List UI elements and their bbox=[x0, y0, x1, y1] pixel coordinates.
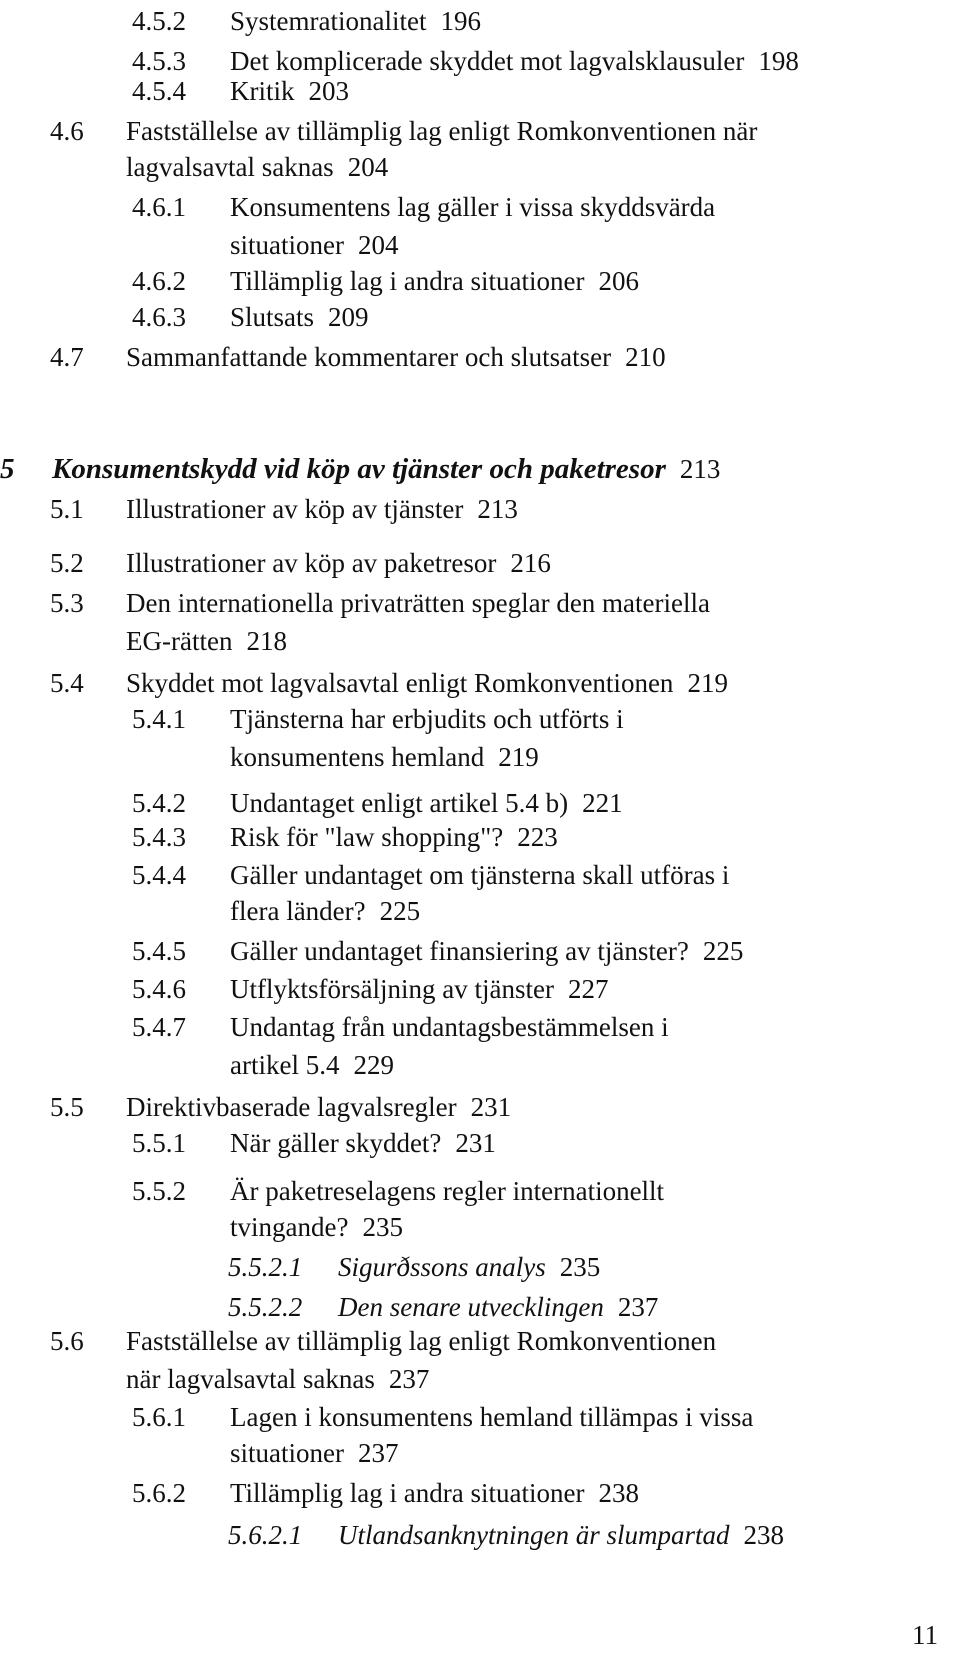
section-title-text: Risk för "law shopping"? bbox=[230, 822, 504, 852]
section-title-text: Konsumentens lag gäller i vissa skyddsvärda bbox=[230, 192, 716, 222]
page-reference: 213 bbox=[477, 494, 518, 524]
section-title bbox=[126, 1090, 511, 1124]
section-number: 5.4.3 bbox=[132, 822, 186, 852]
page-reference: 204 bbox=[357, 230, 399, 260]
section-title bbox=[230, 264, 639, 298]
section-title-text: Kritik bbox=[230, 76, 295, 106]
section-number: 4.6.1 bbox=[132, 192, 186, 222]
section-title-text: Gäller undantaget finansiering av tjänster? bbox=[230, 936, 689, 966]
section-number: 5.5.1 bbox=[132, 1128, 186, 1158]
section-title-text: Illustrationer av köp av paketresor bbox=[126, 548, 497, 578]
page-reference: 238 bbox=[598, 1478, 639, 1508]
section-number: 5.6.2 bbox=[132, 1478, 186, 1508]
section-title bbox=[338, 1518, 784, 1552]
section-title bbox=[230, 1126, 496, 1160]
section-number: 5.5 bbox=[50, 1092, 84, 1122]
section-title bbox=[230, 44, 799, 78]
section-title-text: Direktivbaserade lagvalsregler bbox=[126, 1092, 457, 1122]
section-title bbox=[230, 300, 369, 334]
section-title-continuation: tvingande? bbox=[230, 1212, 349, 1242]
section-title bbox=[230, 190, 715, 224]
section-number: 5.1 bbox=[50, 494, 84, 524]
page-reference: 235 bbox=[559, 1252, 601, 1282]
page-reference: 210 bbox=[625, 342, 666, 372]
section-title-continuation: när lagvalsavtal saknas bbox=[126, 1364, 375, 1394]
toc-entry-continuation bbox=[230, 894, 420, 928]
toc-entry-continuation bbox=[126, 1362, 429, 1396]
section-title-continuation: flera länder? bbox=[230, 896, 366, 926]
section-title-continuation: situationer bbox=[230, 230, 344, 260]
page-reference: 204 bbox=[347, 152, 389, 182]
section-title bbox=[126, 114, 757, 148]
section-title-text: Den internationella privaträtten speglar den materiella bbox=[126, 588, 710, 618]
section-number: 5.3 bbox=[50, 588, 84, 618]
toc-entry-continuation bbox=[230, 740, 539, 774]
section-title-text: Den senare utvecklingen bbox=[338, 1292, 604, 1322]
section-title-continuation: situationer bbox=[230, 1438, 344, 1468]
page-reference: 227 bbox=[567, 974, 609, 1004]
section-number: 5.5.2 bbox=[132, 1176, 186, 1206]
toc-entry-continuation bbox=[126, 624, 287, 658]
section-title bbox=[52, 452, 720, 486]
section-number: 4.5.2 bbox=[132, 6, 186, 36]
section-title-text: Konsumentskydd vid köp av tjänster och paketresor bbox=[52, 453, 666, 485]
section-title-text: När gäller skyddet? bbox=[230, 1128, 442, 1158]
section-title-text: Gäller undantaget om tjänsterna skall utföras i bbox=[230, 860, 730, 890]
section-title bbox=[230, 972, 608, 1006]
section-title bbox=[126, 492, 518, 526]
section-title bbox=[230, 702, 624, 736]
section-title bbox=[338, 1290, 658, 1324]
toc-entry-continuation bbox=[126, 150, 388, 184]
section-title-text: Utflyktsförsäljning av tjänster bbox=[230, 974, 554, 1004]
section-number: 4.5.4 bbox=[132, 76, 186, 106]
section-number: 5.5.2.2 bbox=[228, 1292, 303, 1322]
section-number: 4.7 bbox=[50, 342, 84, 372]
page-reference: 219 bbox=[687, 668, 728, 698]
page-reference: 221 bbox=[582, 788, 623, 818]
section-number: 5.2 bbox=[50, 548, 84, 578]
section-number: 4.6.3 bbox=[132, 302, 186, 332]
section-title bbox=[230, 1400, 753, 1434]
section-title bbox=[230, 858, 729, 892]
section-title-text: Lagen i konsumentens hemland tillämpas i vissa bbox=[230, 1402, 754, 1432]
section-title-text: Tillämplig lag i andra situationer bbox=[230, 266, 585, 296]
section-title-continuation: konsumentens hemland bbox=[230, 742, 485, 772]
section-number: 4.5.3 bbox=[132, 46, 186, 76]
section-number: 5.6.2.1 bbox=[228, 1520, 303, 1550]
toc-entry-continuation bbox=[230, 1048, 394, 1082]
section-number: 5.4.2 bbox=[132, 788, 186, 818]
toc-entry-continuation bbox=[230, 1436, 398, 1470]
section-title bbox=[230, 1476, 639, 1510]
page-reference: 203 bbox=[308, 76, 349, 106]
section-number: 4.6 bbox=[50, 116, 84, 146]
page-reference: 229 bbox=[353, 1050, 394, 1080]
section-number: 5.6 bbox=[50, 1326, 84, 1356]
section-number: 5.6.1 bbox=[132, 1402, 186, 1432]
section-number: 5.4.6 bbox=[132, 974, 186, 1004]
section-title-continuation: EG-rätten bbox=[126, 626, 233, 656]
section-title bbox=[126, 1324, 716, 1358]
page-reference: 219 bbox=[498, 742, 539, 772]
page-reference: 196 bbox=[440, 6, 481, 36]
page-reference: 237 bbox=[617, 1292, 659, 1322]
section-title bbox=[230, 1174, 664, 1208]
section-number: 5 bbox=[0, 453, 15, 485]
section-title-text: Systemrationalitet bbox=[230, 6, 427, 36]
section-title-text: Undantaget enligt artikel 5.4 b) bbox=[230, 788, 569, 818]
toc-entry-continuation bbox=[230, 228, 398, 262]
page-reference: 223 bbox=[517, 822, 558, 852]
section-title bbox=[338, 1250, 600, 1284]
section-title-text: Tillämplig lag i andra situationer bbox=[230, 1478, 585, 1508]
page-reference: 198 bbox=[758, 46, 799, 76]
page-reference: 206 bbox=[598, 266, 639, 296]
section-title bbox=[230, 1010, 669, 1044]
section-title-text: Det komplicerade skyddet mot lagvalsklausuler bbox=[230, 46, 745, 76]
section-title bbox=[230, 4, 481, 38]
section-title bbox=[230, 934, 743, 968]
section-number: 5.4.5 bbox=[132, 936, 186, 966]
section-title bbox=[126, 586, 710, 620]
page-reference: 213 bbox=[679, 454, 721, 484]
section-title-continuation: lagvalsavtal saknas bbox=[126, 152, 334, 182]
page-reference: 237 bbox=[388, 1364, 430, 1394]
page-reference: 231 bbox=[455, 1128, 496, 1158]
section-title-text: Slutsats bbox=[230, 302, 315, 332]
section-title-text: Illustrationer av köp av tjänster bbox=[126, 494, 464, 524]
page-reference: 231 bbox=[470, 1092, 512, 1122]
page-number: 11 bbox=[912, 1620, 938, 1650]
page-reference: 235 bbox=[362, 1212, 403, 1242]
section-number: 5.5.2.1 bbox=[228, 1252, 303, 1282]
toc-entry-continuation bbox=[230, 1210, 403, 1244]
page-reference: 238 bbox=[743, 1520, 784, 1550]
section-title-text: Skyddet mot lagvalsavtal enligt Romkonventionen bbox=[126, 668, 674, 698]
section-number: 5.4.4 bbox=[132, 860, 186, 890]
section-title bbox=[126, 340, 666, 374]
section-number: 5.4.1 bbox=[132, 704, 186, 734]
section-title-text: Sigurðssons analys bbox=[338, 1252, 546, 1282]
section-title-text: Fastställelse av tillämplig lag enligt Romkonventionen bbox=[126, 1326, 717, 1356]
section-title-continuation: artikel 5.4 bbox=[230, 1050, 340, 1080]
section-title-text: Tjänsterna har erbjudits och utförts i bbox=[230, 704, 624, 734]
page-reference: 216 bbox=[510, 548, 551, 578]
section-number: 4.6.2 bbox=[132, 266, 186, 296]
page-reference: 225 bbox=[379, 896, 421, 926]
section-title-text: Utlandsanknytningen är slumpartad bbox=[338, 1520, 730, 1550]
section-title bbox=[230, 74, 349, 108]
section-title-text: Sammanfattande kommentarer och slutsatser bbox=[126, 342, 612, 372]
page-reference: 209 bbox=[328, 302, 369, 332]
section-title bbox=[126, 546, 551, 580]
section-title bbox=[230, 786, 623, 820]
section-title-text: Fastställelse av tillämplig lag enligt Romkonventionen när bbox=[126, 116, 758, 146]
page-reference: 218 bbox=[246, 626, 287, 656]
page-reference: 237 bbox=[357, 1438, 399, 1468]
section-title bbox=[230, 820, 558, 854]
section-title-text: Undantag från undantagsbestämmelsen i bbox=[230, 1012, 669, 1042]
page-reference: 225 bbox=[702, 936, 744, 966]
section-title-text: Är paketreselagens regler internationellt bbox=[230, 1176, 665, 1206]
section-number: 5.4 bbox=[50, 668, 84, 698]
section-title bbox=[126, 666, 728, 700]
section-number: 5.4.7 bbox=[132, 1012, 186, 1042]
